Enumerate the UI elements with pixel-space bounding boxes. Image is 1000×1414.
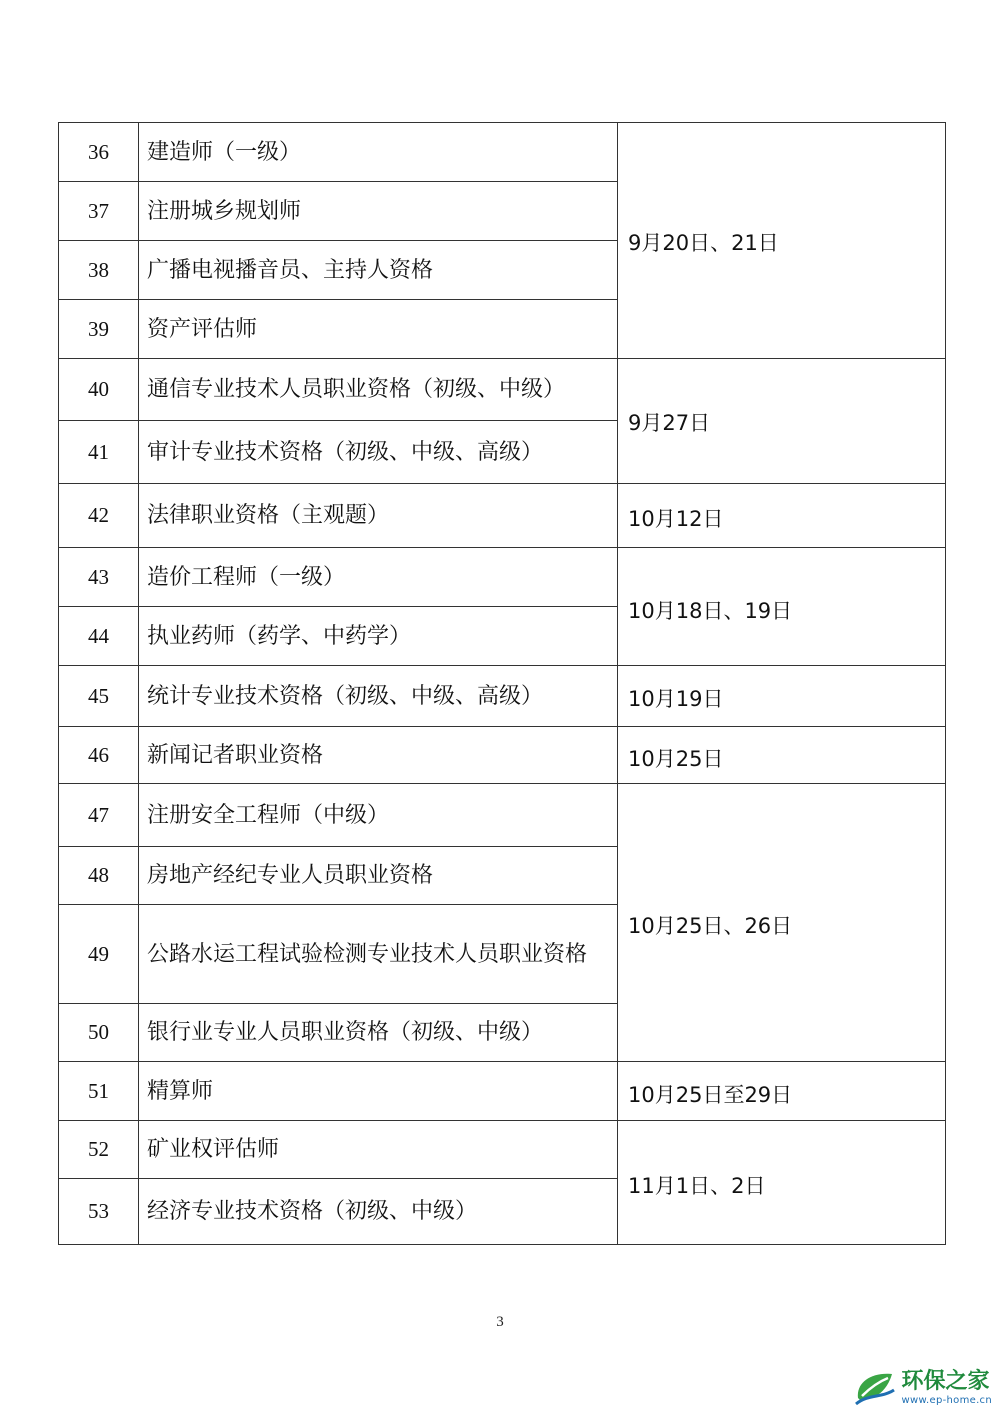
exam-name: 经济专业技术资格（初级、中级） bbox=[139, 1179, 618, 1245]
exam-date: 9月20日、21日 bbox=[618, 123, 946, 359]
row-number: 41 bbox=[59, 421, 139, 484]
exam-name: 审计专业技术资格（初级、中级、高级） bbox=[139, 421, 618, 484]
row-number: 37 bbox=[59, 182, 139, 241]
row-number: 48 bbox=[59, 847, 139, 905]
watermark-title: 环保之家 bbox=[901, 1368, 990, 1394]
table-row bbox=[59, 1062, 946, 1121]
exam-name: 统计专业技术资格（初级、中级、高级） bbox=[139, 666, 618, 727]
row-number: 46 bbox=[59, 727, 139, 784]
row-number: 53 bbox=[59, 1179, 139, 1245]
exam-date: 10月25日、26日 bbox=[618, 784, 946, 1062]
exam-name: 注册城乡规划师 bbox=[139, 182, 618, 241]
page-number: 3 bbox=[496, 1314, 504, 1330]
leaf-logo-icon bbox=[852, 1368, 898, 1408]
table-row bbox=[59, 666, 946, 727]
exam-date: 10月25日至29日 bbox=[618, 1062, 946, 1121]
exam-schedule-table bbox=[58, 122, 946, 1245]
exam-name: 广播电视播音员、主持人资格 bbox=[139, 241, 618, 300]
exam-name: 矿业权评估师 bbox=[139, 1121, 618, 1179]
row-number: 50 bbox=[59, 1004, 139, 1062]
row-number: 51 bbox=[59, 1062, 139, 1121]
exam-name: 建造师（一级） bbox=[139, 123, 618, 182]
row-number: 47 bbox=[59, 784, 139, 847]
exam-date: 10月19日 bbox=[618, 666, 946, 727]
row-number: 49 bbox=[59, 905, 139, 1004]
row-number: 44 bbox=[59, 607, 139, 666]
row-number: 52 bbox=[59, 1121, 139, 1179]
row-number: 45 bbox=[59, 666, 139, 727]
row-number: 36 bbox=[59, 123, 139, 182]
exam-date: 9月27日 bbox=[618, 359, 946, 484]
row-number: 42 bbox=[59, 484, 139, 548]
exam-name: 法律职业资格（主观题） bbox=[139, 484, 618, 548]
table-row bbox=[59, 1121, 946, 1179]
exam-name: 精算师 bbox=[139, 1062, 618, 1121]
row-number: 43 bbox=[59, 548, 139, 607]
exam-name: 通信专业技术人员职业资格（初级、中级） bbox=[139, 359, 618, 421]
table-row bbox=[59, 484, 946, 548]
watermark-logo bbox=[852, 1368, 992, 1408]
table-row bbox=[59, 123, 946, 182]
table-row bbox=[59, 727, 946, 784]
exam-name: 资产评估师 bbox=[139, 300, 618, 359]
row-number: 38 bbox=[59, 241, 139, 300]
watermark-url: www.ep-home.cn bbox=[901, 1394, 992, 1406]
exam-name: 公路水运工程试验检测专业技术人员职业资格 bbox=[139, 905, 618, 1004]
exam-name: 新闻记者职业资格 bbox=[139, 727, 618, 784]
exam-date: 10月25日 bbox=[618, 727, 946, 784]
exam-name: 银行业专业人员职业资格（初级、中级） bbox=[139, 1004, 618, 1062]
row-number: 40 bbox=[59, 359, 139, 421]
table-row bbox=[59, 548, 946, 607]
table-row bbox=[59, 784, 946, 847]
exam-date: 11月1日、2日 bbox=[618, 1121, 946, 1245]
exam-date: 10月18日、19日 bbox=[618, 548, 946, 666]
table-row bbox=[59, 359, 946, 421]
exam-name: 注册安全工程师（中级） bbox=[139, 784, 618, 847]
row-number: 39 bbox=[59, 300, 139, 359]
exam-name: 造价工程师（一级） bbox=[139, 548, 618, 607]
exam-date: 10月12日 bbox=[618, 484, 946, 548]
exam-name: 执业药师（药学、中药学） bbox=[139, 607, 618, 666]
exam-name: 房地产经纪专业人员职业资格 bbox=[139, 847, 618, 905]
